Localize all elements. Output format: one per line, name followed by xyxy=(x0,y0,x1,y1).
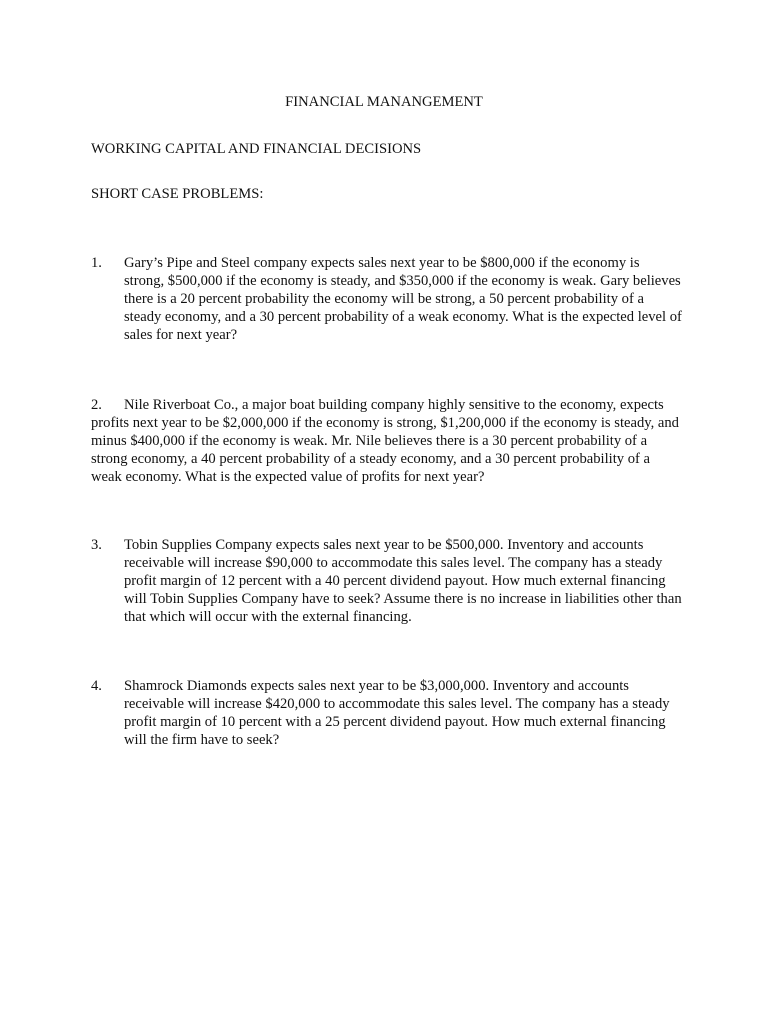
section-label: SHORT CASE PROBLEMS: xyxy=(91,186,264,202)
problem-number: 4. xyxy=(91,678,102,694)
problem-text: Shamrock Diamonds expects sales next year to be $3,000,000. Inventory and accounts receivable will increase $420,000 to accommodate this sales level. The company has a steady profit margin of 10 percent with a 25 percent dividend payout. How much external financing will the firm have to seek? xyxy=(124,678,670,748)
problem-1 xyxy=(91,254,683,344)
problem-text: Nile Riverboat Co., a major boat building company highly sensitive to the economy, expects profits next year to be $2,000,000 if the economy is strong, $1,200,000 if the economy is steady, and minus $400,000 if the economy is weak. Mr. Nile believes there is a 30 percent probability of a strong economy, a 40 percent probability of a steady economy, and a 30 percent probability of a weak economy. What is the expected value of profits for next year? xyxy=(91,397,679,485)
problem-4 xyxy=(91,677,683,749)
problem-text: Gary’s Pipe and Steel company expects sales next year to be $800,000 if the economy is strong, $500,000 if the economy is steady, and $350,000 if the economy is weak. Gary believes there is a 20 percent probability the economy will be strong, a 50 percent probability of a steady economy, and a 30 percent probability of a weak economy. What is the expected level of sales for next year? xyxy=(124,255,682,343)
problem-text: Tobin Supplies Company expects sales next year to be $500,000. Inventory and accounts receivable will increase $90,000 to accommodate this sales level. The company has a steady profit margin of 12 percent with a 40 percent dividend payout. How much external financing will Tobin Supplies Company have to seek? Assume there is no increase in liabilities other than that which will occur with the external financing. xyxy=(124,537,682,625)
problem-number: 3. xyxy=(91,537,102,553)
document-subtitle: WORKING CAPITAL AND FINANCIAL DECISIONS xyxy=(91,141,422,157)
problem-3 xyxy=(91,536,683,626)
document-title: FINANCIAL MANANGEMENT xyxy=(285,94,483,110)
problem-2 xyxy=(91,396,683,486)
problem-number: 2. xyxy=(91,397,102,413)
problem-number: 1. xyxy=(91,255,102,271)
